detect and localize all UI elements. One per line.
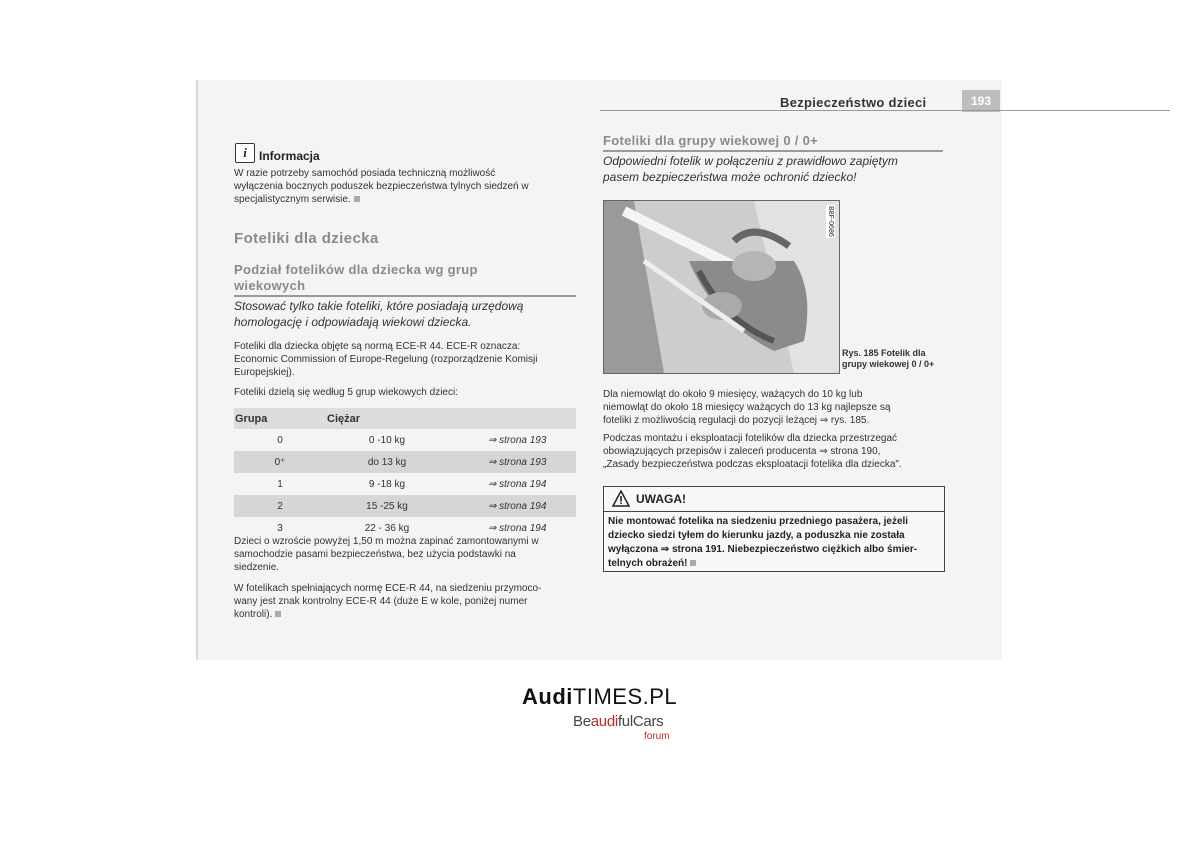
paragraph-line: obowiązujących przepisów i zaleceń producenta ⇒ strona 190,: [603, 446, 881, 457]
paragraph-line: Dzieci o wzroście powyżej 1,50 m można zapinać zamontowanymi w: [234, 536, 539, 547]
table-cell: 0⁺: [234, 451, 326, 473]
table-cell: do 13 kg: [326, 451, 448, 473]
info-line: W razie potrzeby samochód posiada techniczną możliwość: [234, 168, 496, 179]
lead-line: pasem bezpieczeństwa może ochronić dziecko!: [603, 170, 857, 184]
end-mark-icon: [275, 611, 281, 617]
page-number-tab: 193: [962, 90, 1000, 112]
paragraph-line: Europejskiej).: [234, 367, 295, 378]
table-cell: 15 -25 kg: [326, 495, 448, 517]
right-paragraph-infants: [603, 388, 890, 427]
paragraph-line: kontroli).: [234, 608, 541, 621]
table-cell: 22 - 36 kg: [364, 522, 410, 534]
paragraph-line: samochodzie pasami bezpieczeństwa, bez użycia podstawki na: [234, 549, 516, 560]
subsection-title-line: wiekowych: [234, 278, 306, 293]
warning-text: [608, 515, 938, 571]
info-text: [234, 167, 529, 206]
page-header-title: Bezpieczeństwo dzieci: [780, 95, 927, 110]
table-cell-link[interactable]: ⇒ strona 193: [488, 434, 547, 446]
table-row: [234, 429, 576, 451]
info-title: Informacja: [259, 149, 320, 163]
paragraph-line: siedzenie.: [234, 562, 280, 573]
weight-groups-table: [234, 408, 576, 539]
table-row: [234, 473, 576, 495]
figure-caption: [842, 348, 934, 370]
paragraph-line: niemowląt do około 18 miesięcy ważących do 13 kg najlepsze są: [603, 402, 891, 413]
section-title: Foteliki dla dziecka: [234, 230, 379, 247]
warning-title: UWAGA!: [636, 492, 686, 506]
figure-caption-line: Rys. 185 Fotelik dla: [842, 348, 926, 358]
paragraph-line: Podczas montażu i eksploatacji fotelików dla dziecka przestrzegać: [603, 433, 898, 444]
table-cell: 9 -18 kg: [368, 478, 406, 490]
paragraph-control-mark: [234, 582, 541, 621]
table-cell: 0: [277, 434, 283, 446]
end-mark-icon: [690, 560, 696, 566]
lead-line: homologację i odpowiadają wiekowi dziecka.: [234, 315, 472, 329]
subsection-title-line: Podział fotelików dla dziecka wg grup: [234, 262, 478, 277]
subsection-title: [234, 262, 478, 294]
end-mark-icon: [354, 196, 360, 202]
warning-header: [604, 487, 944, 512]
lead-text: [234, 298, 523, 330]
table-cell-link[interactable]: ⇒ strona 193: [448, 451, 576, 473]
paragraph-line: „Zasady bezpieczeństwa podczas eksploatacji fotelika dla dziecka".: [603, 459, 902, 470]
warning-box: [603, 486, 945, 572]
table-header-ref: [448, 408, 576, 429]
paragraph-line: W fotelikach spełniających normę ECE-R 44, na siedzeniu przymoco-: [234, 583, 542, 594]
warning-line: telnych obrażeń!: [608, 557, 938, 571]
paragraph-groups: Foteliki dzielą się według 5 grup wiekowych dzieci:: [234, 387, 458, 398]
paragraph-line: Foteliki dla dziecka objęte są normą ECE-R 44. ECE-R oznacza:: [234, 341, 521, 352]
table-header-row: [234, 408, 576, 429]
paragraph-line: wany jest znak kontrolny ECE-R 44 (duże E w kole, poniżej numer: [234, 596, 528, 607]
paragraph-line: Economic Commission of Europe-Regelung (rozporządzenie Komisji: [234, 354, 538, 365]
paragraph-line: foteliki z możliwością regulacji do pozycji leżącej ⇒ rys. 185.: [603, 415, 870, 426]
right-section-title: Foteliki dla grupy wiekowej 0 / 0+: [603, 133, 819, 148]
table-cell-link[interactable]: ⇒ strona 194: [488, 522, 547, 534]
info-line: wyłączenia bocznych poduszek bezpieczeństwa tylnych siedzeń w: [234, 181, 529, 192]
table-cell: 2: [234, 495, 326, 517]
child-seat-figure: [603, 200, 840, 374]
warning-line: wyłączona ⇒ strona 191. Niebezpieczeństwo ciężkich albo śmier-: [608, 544, 918, 555]
subsection-underline: [234, 295, 576, 297]
forum-label: forum: [644, 731, 670, 742]
header-rule: [600, 110, 1170, 111]
warning-line: Nie montować fotelika na siedzeniu przedniego pasażera, jeżeli: [608, 516, 909, 527]
table-cell: 0 -10 kg: [368, 434, 406, 446]
beaudifulcars-logo: BeaudifulCars: [573, 713, 664, 730]
lead-line: Stosować tylko takie foteliki, które posiadają urzędową: [234, 299, 524, 313]
info-line: specjalistycznym serwisie.: [234, 193, 529, 206]
lead-line: Odpowiedni fotelik w połączeniu z prawidłowo zapiętym: [603, 154, 898, 168]
paragraph-height: [234, 535, 539, 574]
auditimes-logo: AudiTIMES.PL: [522, 684, 678, 709]
right-paragraph-installation: [603, 432, 902, 471]
paragraph-ece: [234, 340, 537, 379]
table-header-group: Grupa: [234, 408, 326, 429]
table-cell-link[interactable]: ⇒ strona 194: [448, 495, 576, 517]
figure-code: B8F-0686: [827, 206, 834, 237]
paragraph-line: Dla niemowląt do około 9 miesięcy, ważących do 10 kg lub: [603, 389, 863, 400]
warning-line: dziecko siedzi tyłem do kierunku jazdy, a poduszka nie została: [608, 530, 905, 541]
figure-caption-line: grupy wiekowej 0 / 0+: [842, 359, 935, 369]
table-row: [234, 451, 576, 473]
table-cell-link[interactable]: ⇒ strona 194: [488, 478, 547, 490]
right-lead-text: [603, 153, 898, 185]
info-icon: i: [235, 143, 255, 163]
table-row: [234, 495, 576, 517]
warning-triangle-icon: [612, 490, 630, 507]
right-section-underline: [603, 150, 943, 152]
table-cell: 3: [277, 522, 283, 534]
table-cell: 1: [277, 478, 283, 490]
child-seat-illustration: [604, 201, 839, 373]
table-header-weight: Ciężar: [326, 408, 448, 429]
